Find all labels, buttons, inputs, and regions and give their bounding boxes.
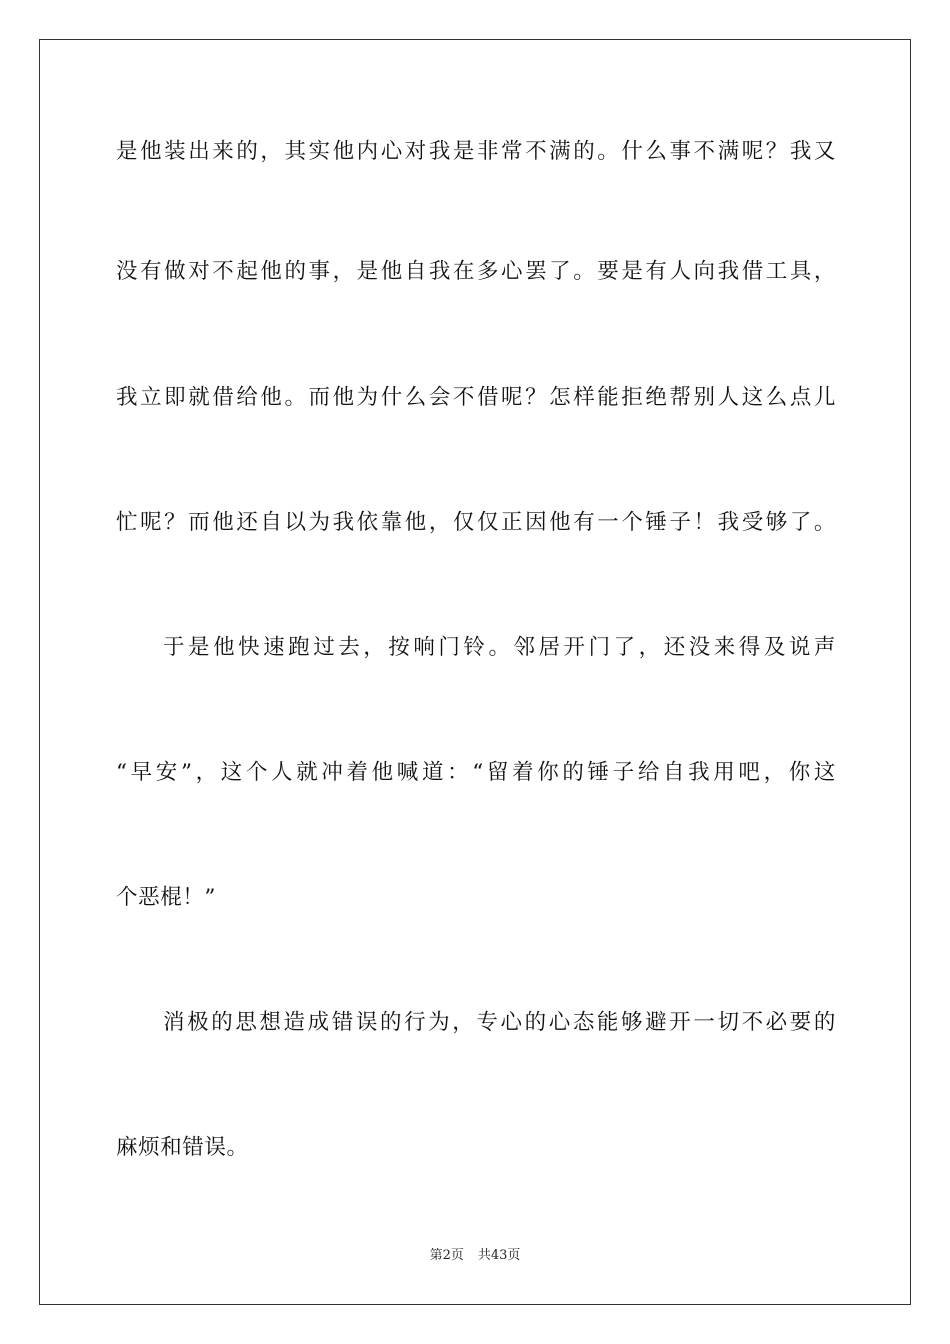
- text-line-2: 没有做对不起他的事，是他自我在多心罢了。要是有人向我借工具，: [116, 259, 836, 284]
- total-pages: 共43页: [477, 1248, 521, 1263]
- text-line-4: 忙呢？而他还自以为我依靠他，仅仅正因他有一个锤子！我受够了。: [116, 510, 836, 535]
- page-number: 第2页: [429, 1248, 464, 1263]
- page-footer: [0, 1247, 950, 1265]
- text-line-5-paragraph-start: 于是他快速跑过去，按响门铃。邻居开门了，还没来得及说声: [163, 635, 836, 660]
- page-border: [39, 39, 911, 1305]
- text-line-3: 我立即就借给他。而他为什么会不借呢？怎样能拒绝帮别人这么点儿: [116, 385, 836, 410]
- text-line-9: 麻烦和错误。: [116, 1135, 249, 1160]
- text-line-6: “早安”，这个人就冲着他喊道：“留着你的锤子给自我用吧，你这: [116, 760, 836, 785]
- text-line-8-paragraph-start: 消极的思想造成错误的行为，专心的心态能够避开一切不必要的: [163, 1010, 836, 1035]
- text-line-1: 是他装出来的，其实他内心对我是非常不满的。什么事不满呢？我又: [116, 139, 836, 164]
- text-line-7: 个恶棍！”: [116, 885, 216, 910]
